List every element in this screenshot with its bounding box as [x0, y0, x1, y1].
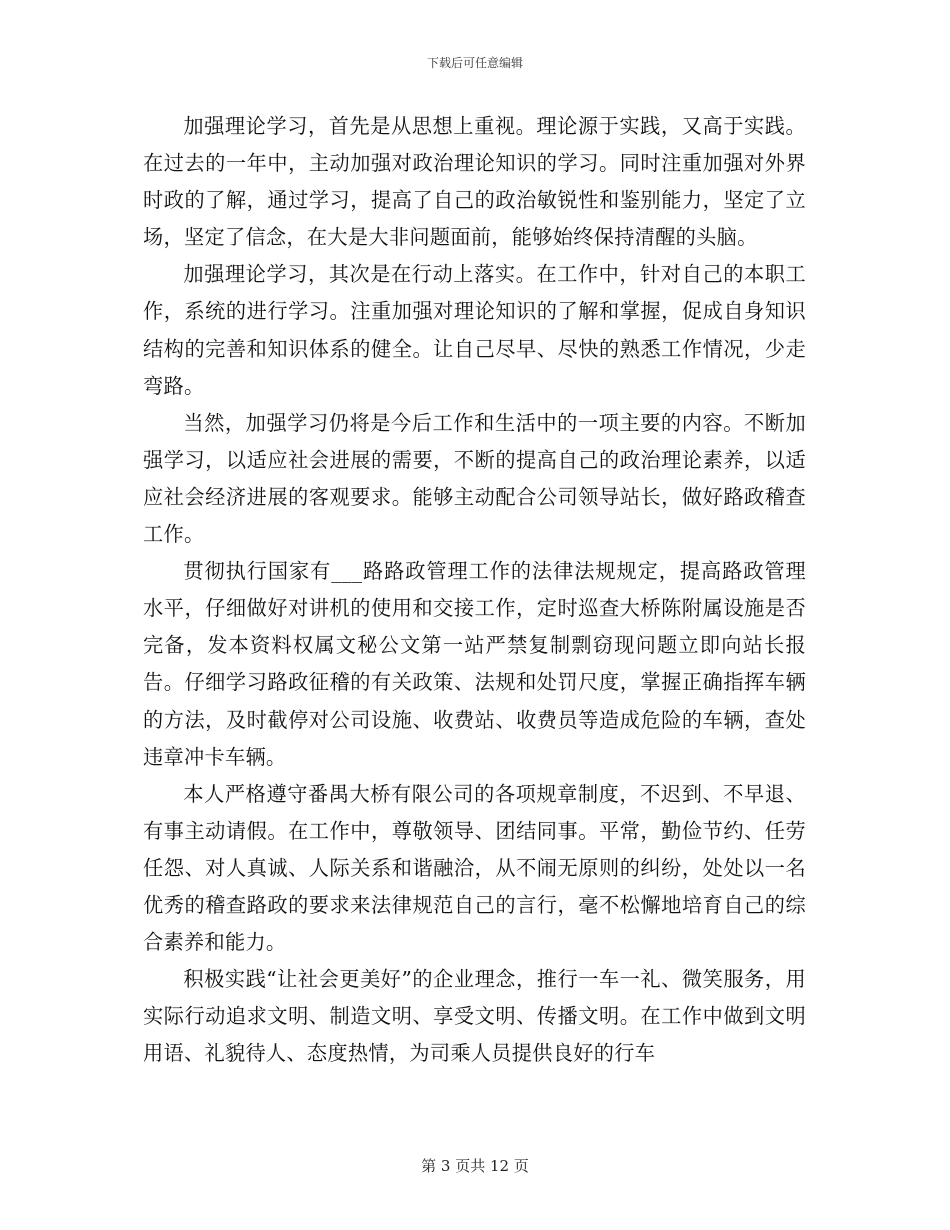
page-number: 第 3 页共 12 页: [421, 1157, 529, 1175]
document-body: [143, 108, 806, 1072]
paragraph-theory-study-1: 加强理论学习，首先是从思想上重视。理论源于实践，又高于实践。在过去的一年中，主动加强对政治理论知识的学习。同时注重加强对外界时政的了解，通过学习，提高了自己的政治敏锐性和鉴别能力，坚定了立场，坚定了信念，在大是大非问题面前，能够始终保持清醒的头脑。: [143, 114, 806, 250]
paragraph-civilized-service: 积极实践“让社会更美好”的企业理念，推行一车一礼、微笑服务，用实际行动追求文明、制造文明、享受文明、传播文明。在工作中做到文明用语、礼貌待人、态度热情，为司乘人员提供良好的行车: [143, 967, 806, 1066]
paragraph-theory-study-2: 加强理论学习，其次是在行动上落实。在工作中，针对自己的本职工作，系统的进行学习。注重加强对理论知识的了解和掌握，促成自身知识结构的完善和知识体系的健全。让自己尽早、尽快的熟悉工作情况，少走弯路。: [143, 262, 806, 398]
paragraph-discipline: 本人严格遵守番禺大桥有限公司的各项规章制度，不迟到、不早退、有事主动请假。在工作中，尊敬领导、团结同事。平常，勤俭节约、任劳任怨、对人真诚、人际关系和谐融洽，从不闹无原则的纠纷，处处以一名优秀的稽查路政的要求来法律规范自己的言行，毫不松懈地培育自己的综合素养和能力。: [143, 781, 806, 955]
paragraph-road-administration: 贯彻执行国家有___路路政管理工作的法律法规规定，提高路政管理水平，仔细做好对讲机的使用和交接工作，定时巡查大桥陈附属设施是否完备，发本资料权属文秘公文第一站严禁复制剽窃现问题立即向站长报告。仔细学习路政征稽的有关政策、法规和处罚尺度，掌握正确指挥车辆的方法，及时截停对公司设施、收费站、收费员等造成危险的车辆，查处违章冲卡车辆。: [143, 559, 806, 769]
paragraph-continued-learning: 当然，加强学习仍将是今后工作和生活中的一项主要的内容。不断加强学习，以适应社会进展的需要，不断的提高自己的政治理论素养，以适应社会经济进展的客观要求。能够主动配合公司领导站长，做好路政稽查工作。: [143, 410, 806, 547]
page-header: 下载后可任意编辑: [426, 56, 523, 70]
